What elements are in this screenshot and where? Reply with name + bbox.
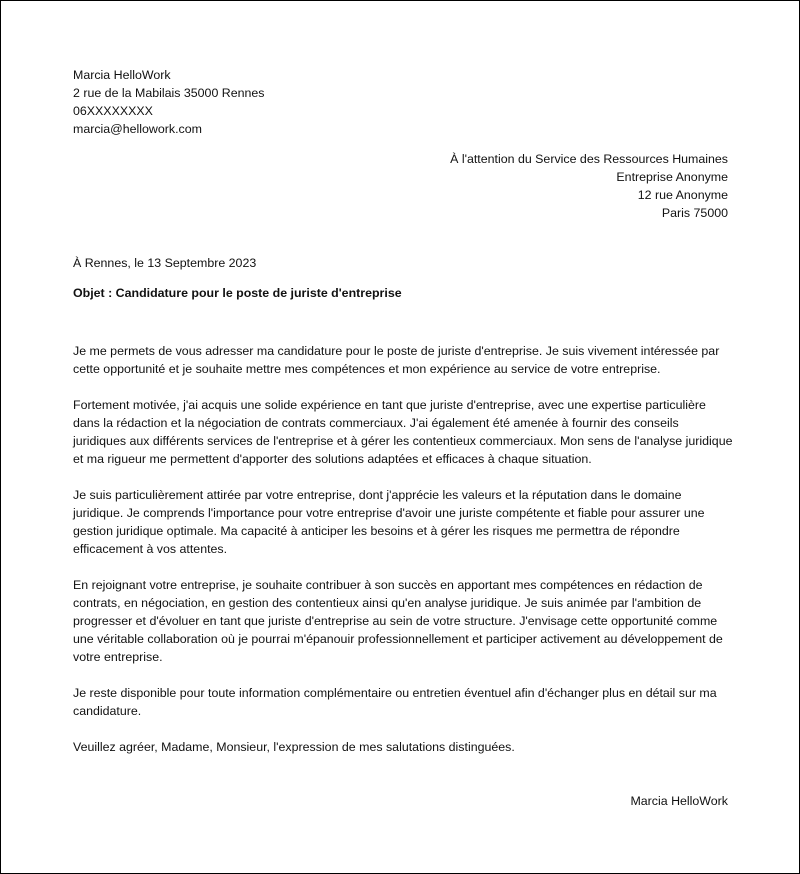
closing-paragraph: Veuillez agréer, Madame, Monsieur, l'expression de mes salutations distinguées. <box>73 740 515 754</box>
letter-subject: Objet : Candidature pour le poste de juriste d'entreprise <box>73 286 402 300</box>
letter-body <box>73 342 733 774</box>
sender-name: Marcia HelloWork <box>73 68 171 82</box>
sender-phone: 06XXXXXXXX <box>73 104 153 118</box>
sender-address: 2 rue de la Mabilais 35000 Rennes <box>73 86 265 100</box>
recipient-city: Paris 75000 <box>661 206 728 220</box>
letter-date: À Rennes, le 13 Septembre 2023 <box>73 256 257 270</box>
recipient-street: 12 rue Anonyme <box>637 188 728 202</box>
body-paragraph: Je me permets de vous adresser ma candidature pour le poste de juriste d'entreprise. Je suis vivement intéressée par cette opportunité et je souhaite mettre mes compétences et mon expérience au service de votre entreprise. <box>73 344 720 376</box>
body-paragraph: En rejoignant votre entreprise, je souhaite contribuer à son succès en apportant mes compétences en rédaction de contrats, en négociation, en gestion des contentieux ainsi qu'en analyse juridique. Je suis animée par l'ambition de progresser et d'évoluer en tant que juriste d'entreprise au sein de votre structure. J'envisage cette opportunité comme une véritable collaboration où je pourrai m'épanouir professionnellement et participer activement au développement de votre entreprise. <box>73 578 723 664</box>
body-paragraph: Je suis particulièrement attirée par votre entreprise, dont j'apprécie les valeurs et la réputation dans le domaine juridique. Je comprends l'importance pour votre entreprise d'avoir une juriste compétente et fiable pour assurer une gestion juridique optimale. Ma capacité à anticiper les besoins et à gérer les risques me permettra de répondre efficacement à vos attentes. <box>73 488 705 556</box>
sender-email: marcia@hellowork.com <box>73 122 202 136</box>
sender-block <box>73 66 265 138</box>
body-paragraph: Je reste disponible pour toute information complémentaire ou entretien éventuel afin d'échanger plus en détail sur ma candidature. <box>73 686 717 718</box>
recipient-block <box>450 150 728 222</box>
signature: Marcia HelloWork <box>630 794 728 808</box>
recipient-company: Entreprise Anonyme <box>616 170 728 184</box>
recipient-attention: À l'attention du Service des Ressources Humaines <box>450 152 728 166</box>
body-paragraph: Fortement motivée, j'ai acquis une solide expérience en tant que juriste d'entreprise, avec une expertise particulière dans la rédaction et la négociation de contrats commerciaux. J'ai également été amenée à fournir des conseils juridiques aux différents services de l'entreprise et à gérer les contentieux commerciaux. Mon sens de l'analyse juridique et ma rigueur me permettent d'apporter des solutions adaptées et efficaces à chaque situation. <box>73 398 733 466</box>
